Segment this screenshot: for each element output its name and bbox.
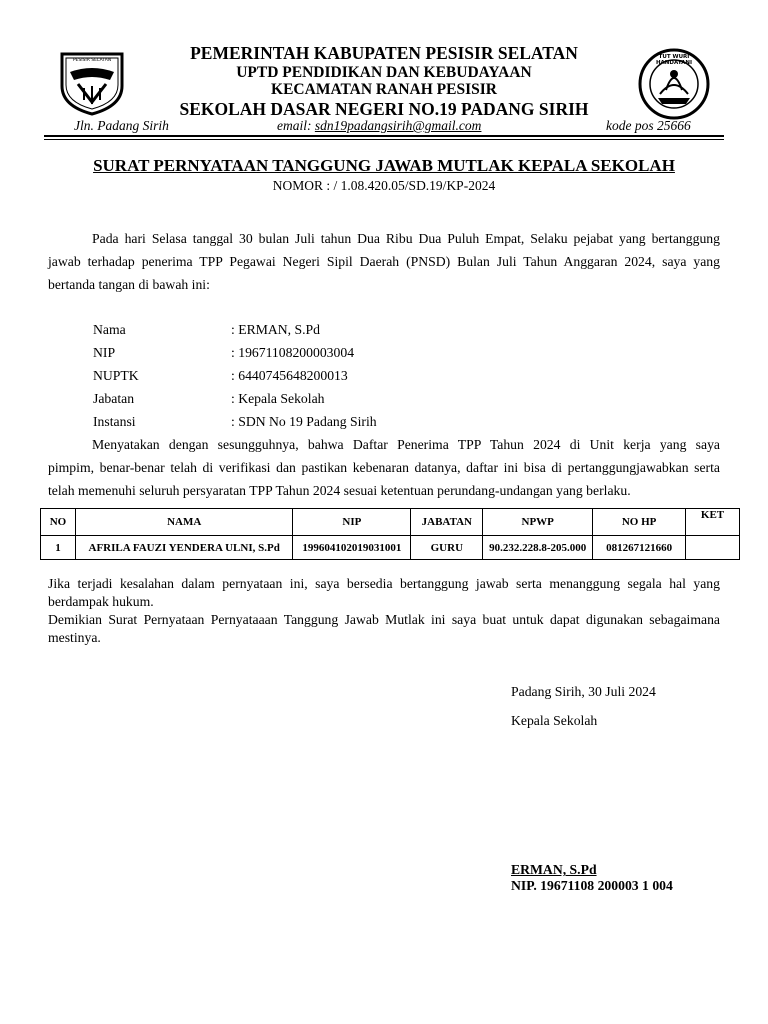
table-header: NO: [41, 509, 76, 536]
letterhead-rule-thin: [44, 139, 724, 140]
identity-label-institution: Instansi: [93, 414, 136, 429]
statement-line: pimpim, benar-benar telah di verifikasi dan pastikan kebenaran datanya, daftar ini bisa di pertanggungjawabkan serta: [48, 460, 720, 475]
statement-line: Menyatakan dengan sesungguhnya, bahwa Daftar Penerima TPP Tahun 2024 di Unit kerja yang saya: [92, 437, 720, 452]
opening-paragraph: [48, 231, 720, 301]
table-header: NPWP: [483, 509, 593, 536]
statement-paragraph: [48, 437, 720, 507]
identity-label-nip: NIP: [93, 345, 116, 360]
closing-line: berdampak hukum.: [48, 594, 154, 609]
letterhead-district: KECAMATAN RANAH PESISIR: [271, 81, 497, 98]
table-header-row: [41, 509, 740, 536]
letterhead-government: PEMERINTAH KABUPATEN PESISIR SELATAN: [190, 43, 578, 63]
table-header: NAMA: [75, 509, 292, 536]
identity-value-position: : Kepala Sekolah: [231, 391, 325, 406]
table-cell: 081267121660: [593, 536, 686, 560]
closing-paragraph: [48, 576, 720, 648]
letterhead-address: Jln. Padang Sirih: [74, 118, 169, 133]
identity-label-position: Jabatan: [93, 391, 135, 406]
table-row: [41, 536, 740, 560]
table-header: JABATAN: [411, 509, 483, 536]
statement-line: telah memenuhi seluruh persyaratan TPP Tahun 2024 sesuai ketentuan perundang-undangan yang berlaku.: [48, 483, 631, 498]
document-number: NOMOR : / 1.08.420.05/SD.19/KP-2024: [272, 178, 496, 193]
opening-line: bertanda tangan di bawah ini:: [48, 277, 210, 292]
opening-line: Pada hari Selasa tanggal 30 bulan Juli tahun Dua Ribu Dua Puluh Empat, Selaku pejabat yang bertanggung: [92, 231, 720, 246]
email-label: email:: [277, 118, 312, 133]
signature-position: Kepala Sekolah: [511, 713, 598, 728]
identity-value-name: : ERMAN, S.Pd: [231, 322, 320, 337]
signature-nip: NIP. 19671108 200003 1 004: [511, 878, 673, 893]
signature-name: ERMAN, S.Pd: [511, 862, 597, 877]
table-header: NO HP: [593, 509, 686, 536]
letterhead-uptd: UPTD PENDIDIKAN DAN KEBUDAYAAN: [236, 64, 532, 81]
letterhead-school: SEKOLAH DASAR NEGERI NO.19 PADANG SIRIH: [179, 99, 589, 119]
opening-line: jawab terhadap penerima TPP Pegawai Negeri Sipil Daerah (PNSD) Bulan Juli Tahun Anggaran 2024, saya yang: [48, 254, 720, 269]
recipient-table: [40, 508, 740, 560]
closing-line: Jika terjadi kesalahan dalam pernyataan ini, saya bersedia bertanggung jawab serta menanggung segala hal yang: [48, 576, 720, 591]
closing-line: Demikian Surat Pernyataan Pernyataaan Tanggung Jawab Mutlak ini saya buat untuk dapat digunakan sebagaimana: [48, 612, 720, 627]
identity-value-nip: : 19671108200003004: [231, 345, 355, 360]
table-header: KET: [686, 509, 740, 536]
table-cell: 199604102019031001: [293, 536, 411, 560]
letterhead-email: [277, 118, 481, 134]
document-title: SURAT PERNYATAAN TANGGUNG JAWAB MUTLAK KEPALA SEKOLAH: [93, 156, 675, 175]
signature-place-date: Padang Sirih, 30 Juli 2024: [511, 684, 656, 699]
table-header: NIP: [293, 509, 411, 536]
identity-value-institution: : SDN No 19 Padang Sirih: [231, 414, 377, 429]
letterhead-postcode: kode pos 25666: [606, 118, 691, 133]
closing-line: mestinya.: [48, 630, 101, 645]
email-link[interactable]: sdn19padangsirih@gmail.com: [314, 118, 482, 133]
table-cell: 90.232.228.8-205.000: [483, 536, 593, 560]
table-cell: GURU: [411, 536, 483, 560]
table-cell: [686, 536, 740, 560]
identity-label-nuptk: NUPTK: [93, 368, 139, 383]
letterhead-rule-thick: [44, 135, 724, 137]
identity-value-nuptk: : 6440745648200013: [231, 368, 348, 383]
tut-wuri-logo-text: TUT WURI HANDAYANI: [655, 54, 693, 66]
table-cell: 1: [41, 536, 76, 560]
table-cell: AFRILA FAUZI YENDERA ULNI, S.Pd: [75, 536, 292, 560]
regency-logo-text: PESISIR SELATAN: [72, 58, 112, 63]
identity-label-name: Nama: [93, 322, 126, 337]
